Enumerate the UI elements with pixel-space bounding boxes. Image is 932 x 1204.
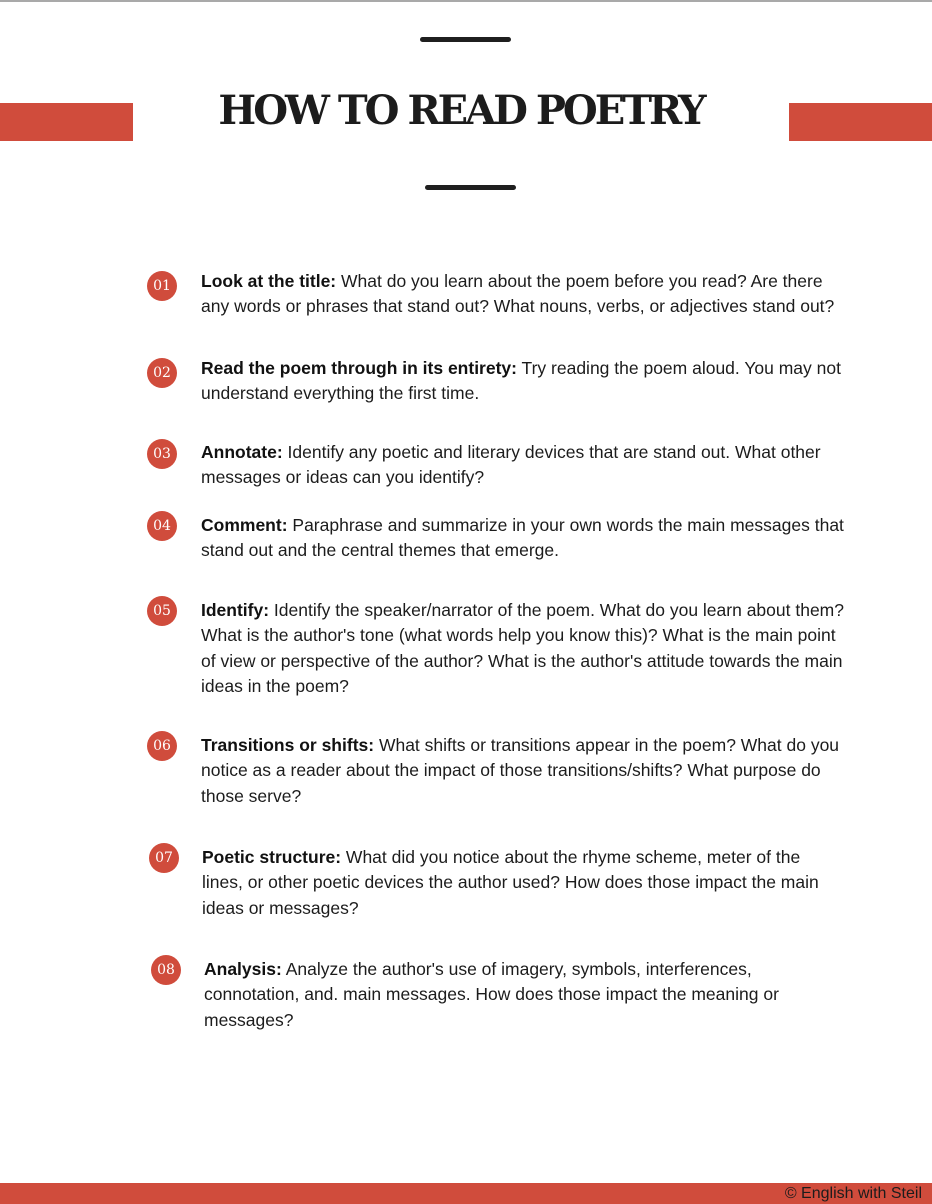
step-number-badge: 07: [149, 843, 179, 873]
step-number-badge: 02: [147, 358, 177, 388]
step-label: Transitions or shifts:: [201, 735, 375, 755]
step-label: Look at the title:: [201, 271, 337, 291]
step-label: Poetic structure:: [202, 847, 342, 867]
step-text: [201, 598, 846, 699]
step-description: Paraphrase and summarize in your own words the main messages that stand out and the central themes that emerge.: [201, 515, 844, 561]
step-description: What did you notice about the rhyme scheme, meter of the lines, or other poetic devices the author used? How does those impact the main ideas or messages?: [202, 847, 819, 918]
step-label: Annotate:: [201, 442, 283, 462]
step-description: Analyze the author's use of imagery, symbols, interferences, connotation, and. main messages. How does those impact the meaning or messages?: [204, 959, 779, 1030]
step-number-badge: 04: [147, 511, 177, 541]
step-text: [201, 513, 846, 564]
step-text: [204, 957, 844, 1033]
step-number-badge: 05: [147, 596, 177, 626]
step-text: [202, 845, 842, 921]
step-description: Identify the speaker/narrator of the poem. What do you learn about them? What is the author's tone (what words help you know this)? What is the main point of view or perspective of the author? What is the author's attitude towards the main ideas in the poem?: [201, 600, 844, 696]
step-label: Comment:: [201, 515, 288, 535]
step-number-badge: 01: [147, 271, 177, 301]
accent-band-right: [789, 103, 932, 141]
step-description: What shifts or transitions appear in the poem? What do you notice as a reader about the impact of those transitions/shifts? What purpose do those serve?: [201, 735, 840, 806]
copyright-text: © English with Steil: [784, 1185, 922, 1202]
step-text: [201, 733, 846, 809]
step-description: Try reading the poem aloud. You may not understand everything the first time.: [201, 358, 841, 404]
step-number-badge: 08: [151, 955, 181, 985]
step-number-badge: 03: [147, 439, 177, 469]
step-text: [201, 269, 846, 320]
step-number-badge: 06: [147, 731, 177, 761]
step-label: Analysis:: [204, 959, 282, 979]
step-text: [201, 440, 846, 491]
step-description: What do you learn about the poem before you read? Are there any words or phrases that stand out? What nouns, verbs, or adjectives stand out?: [201, 271, 835, 317]
step-label: Read the poem through in its entirety:: [201, 358, 517, 378]
accent-band-left: [0, 103, 133, 141]
title-dash-top: [420, 37, 511, 42]
top-divider: [0, 0, 932, 2]
step-description: Identify any poetic and literary devices that are stand out. What other messages or ideas can you identify?: [201, 442, 821, 488]
page-title: HOW TO READ POETRY: [218, 87, 704, 134]
step-text: [201, 356, 846, 407]
title-dash-bottom: [425, 185, 516, 190]
step-label: Identify:: [201, 600, 270, 620]
